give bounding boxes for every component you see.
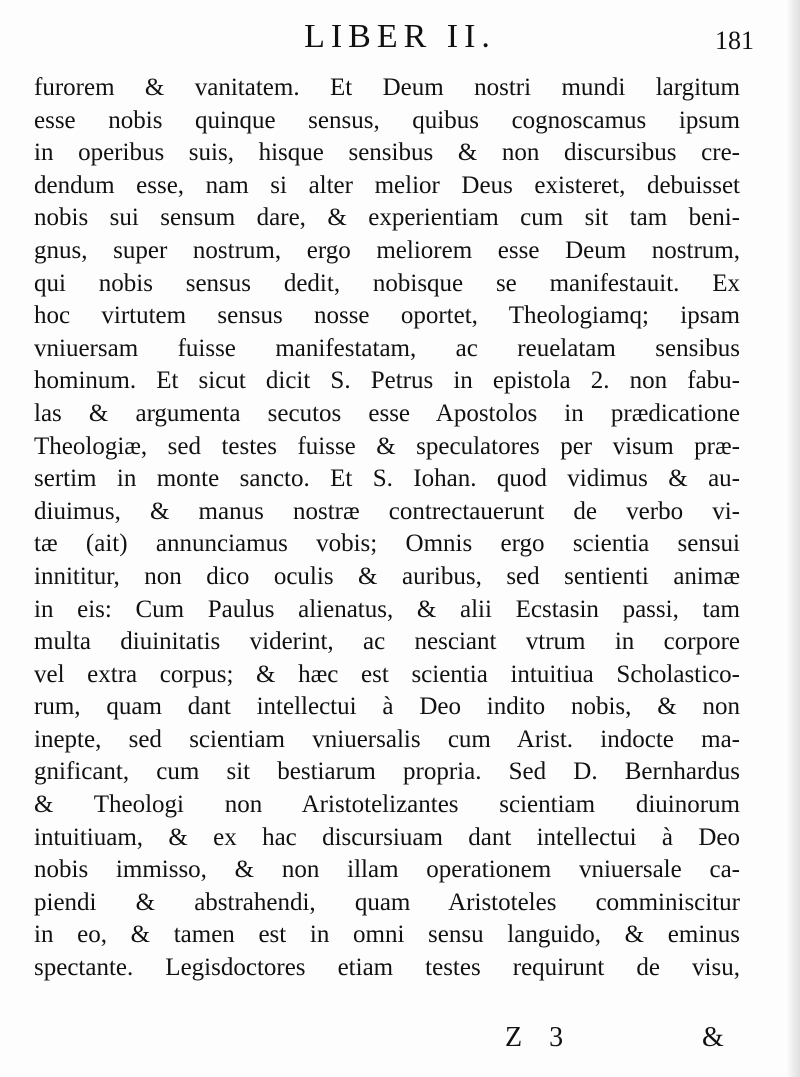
body-text (34, 72, 740, 985)
text-line: qui nobis sensus dedit, nobisque se manifestauit. Ex (34, 269, 740, 297)
text-line: tæ (ait) annunciamus vobis; Omnis ergo scientia sensui (34, 530, 740, 558)
text-line: sertim in monte sancto. Et S. Iohan. quod vidimus & au- (34, 465, 740, 493)
text-line: las & argumenta secutos esse Apostolos in prædicatione (34, 399, 740, 427)
signature-mark: Z 3 (505, 1022, 574, 1053)
running-head: LIBER II. (304, 18, 496, 55)
text-line: esse nobis quinque sensus, quibus cognoscamus ipsum (34, 106, 740, 134)
text-line: Theologiæ, sed testes fuisse & speculatores per visum præ- (34, 432, 740, 460)
text-line: in eis: Cum Paulus alienatus, & alii Ecstasin passi, tam (34, 595, 740, 623)
text-line: vniuersam fuisse manifestatam, ac reuelatam sensibus (34, 334, 740, 362)
text-line: intuitiuam, & ex hac discursiuam dant intellectui à Deo (34, 823, 740, 851)
text-line: rum, quam dant intellectui à Deo indito nobis, & non (34, 693, 740, 721)
text-line: in eo, & tamen est in omni sensu languido, & eminus (34, 921, 740, 949)
text-line: diuimus, & manus nostræ contrectauerunt de verbo vi- (34, 497, 740, 525)
catchword: & (702, 1022, 724, 1053)
text-line: piendi & abstrahendi, quam Aristoteles comminiscitur (34, 888, 740, 916)
text-line: gnus, super nostrum, ergo meliorem esse Deum nostrum, (34, 236, 740, 264)
text-line: spectante. Legisdoctores etiam testes requirunt de visu, (34, 954, 740, 982)
text-line: hoc virtutem sensus nosse oportet, Theologiamq; ipsam (34, 302, 740, 330)
page-number: 181 (715, 26, 754, 55)
text-line: vel extra corpus; & hæc est scientia intuitiua Scholastico- (34, 660, 740, 688)
text-line: nobis sui sensum dare, & experientiam cum sit tam beni- (34, 204, 740, 232)
text-line: & Theologi non Aristotelizantes scientiam diuinorum (34, 791, 740, 819)
page-header (0, 18, 800, 68)
text-line: inepte, sed scientiam vniuersalis cum Arist. indocte ma- (34, 725, 740, 753)
text-line: hominum. Et sicut dicit S. Petrus in epistola 2. non fabu- (34, 367, 740, 395)
text-line: gnificant, cum sit bestiarum propria. Sed D. Bernhardus (34, 758, 740, 786)
text-line: nobis immisso, & non illam operationem vniuersale ca- (34, 856, 740, 884)
text-line: in operibus suis, hisque sensibus & non discursibus cre- (34, 139, 740, 167)
text-line: furorem & vanitatem. Et Deum nostri mundi largitum (34, 74, 740, 101)
text-line: multa diuinitatis viderint, ac nesciant vtrum in corpore (34, 628, 740, 656)
text-line: innititur, non dico oculis & auribus, sed sentienti animæ (34, 562, 740, 590)
page-footer (0, 1022, 800, 1062)
page-edge-shadow (786, 0, 800, 1077)
text-line: dendum esse, nam si alter melior Deus existeret, debuisset (34, 171, 740, 199)
